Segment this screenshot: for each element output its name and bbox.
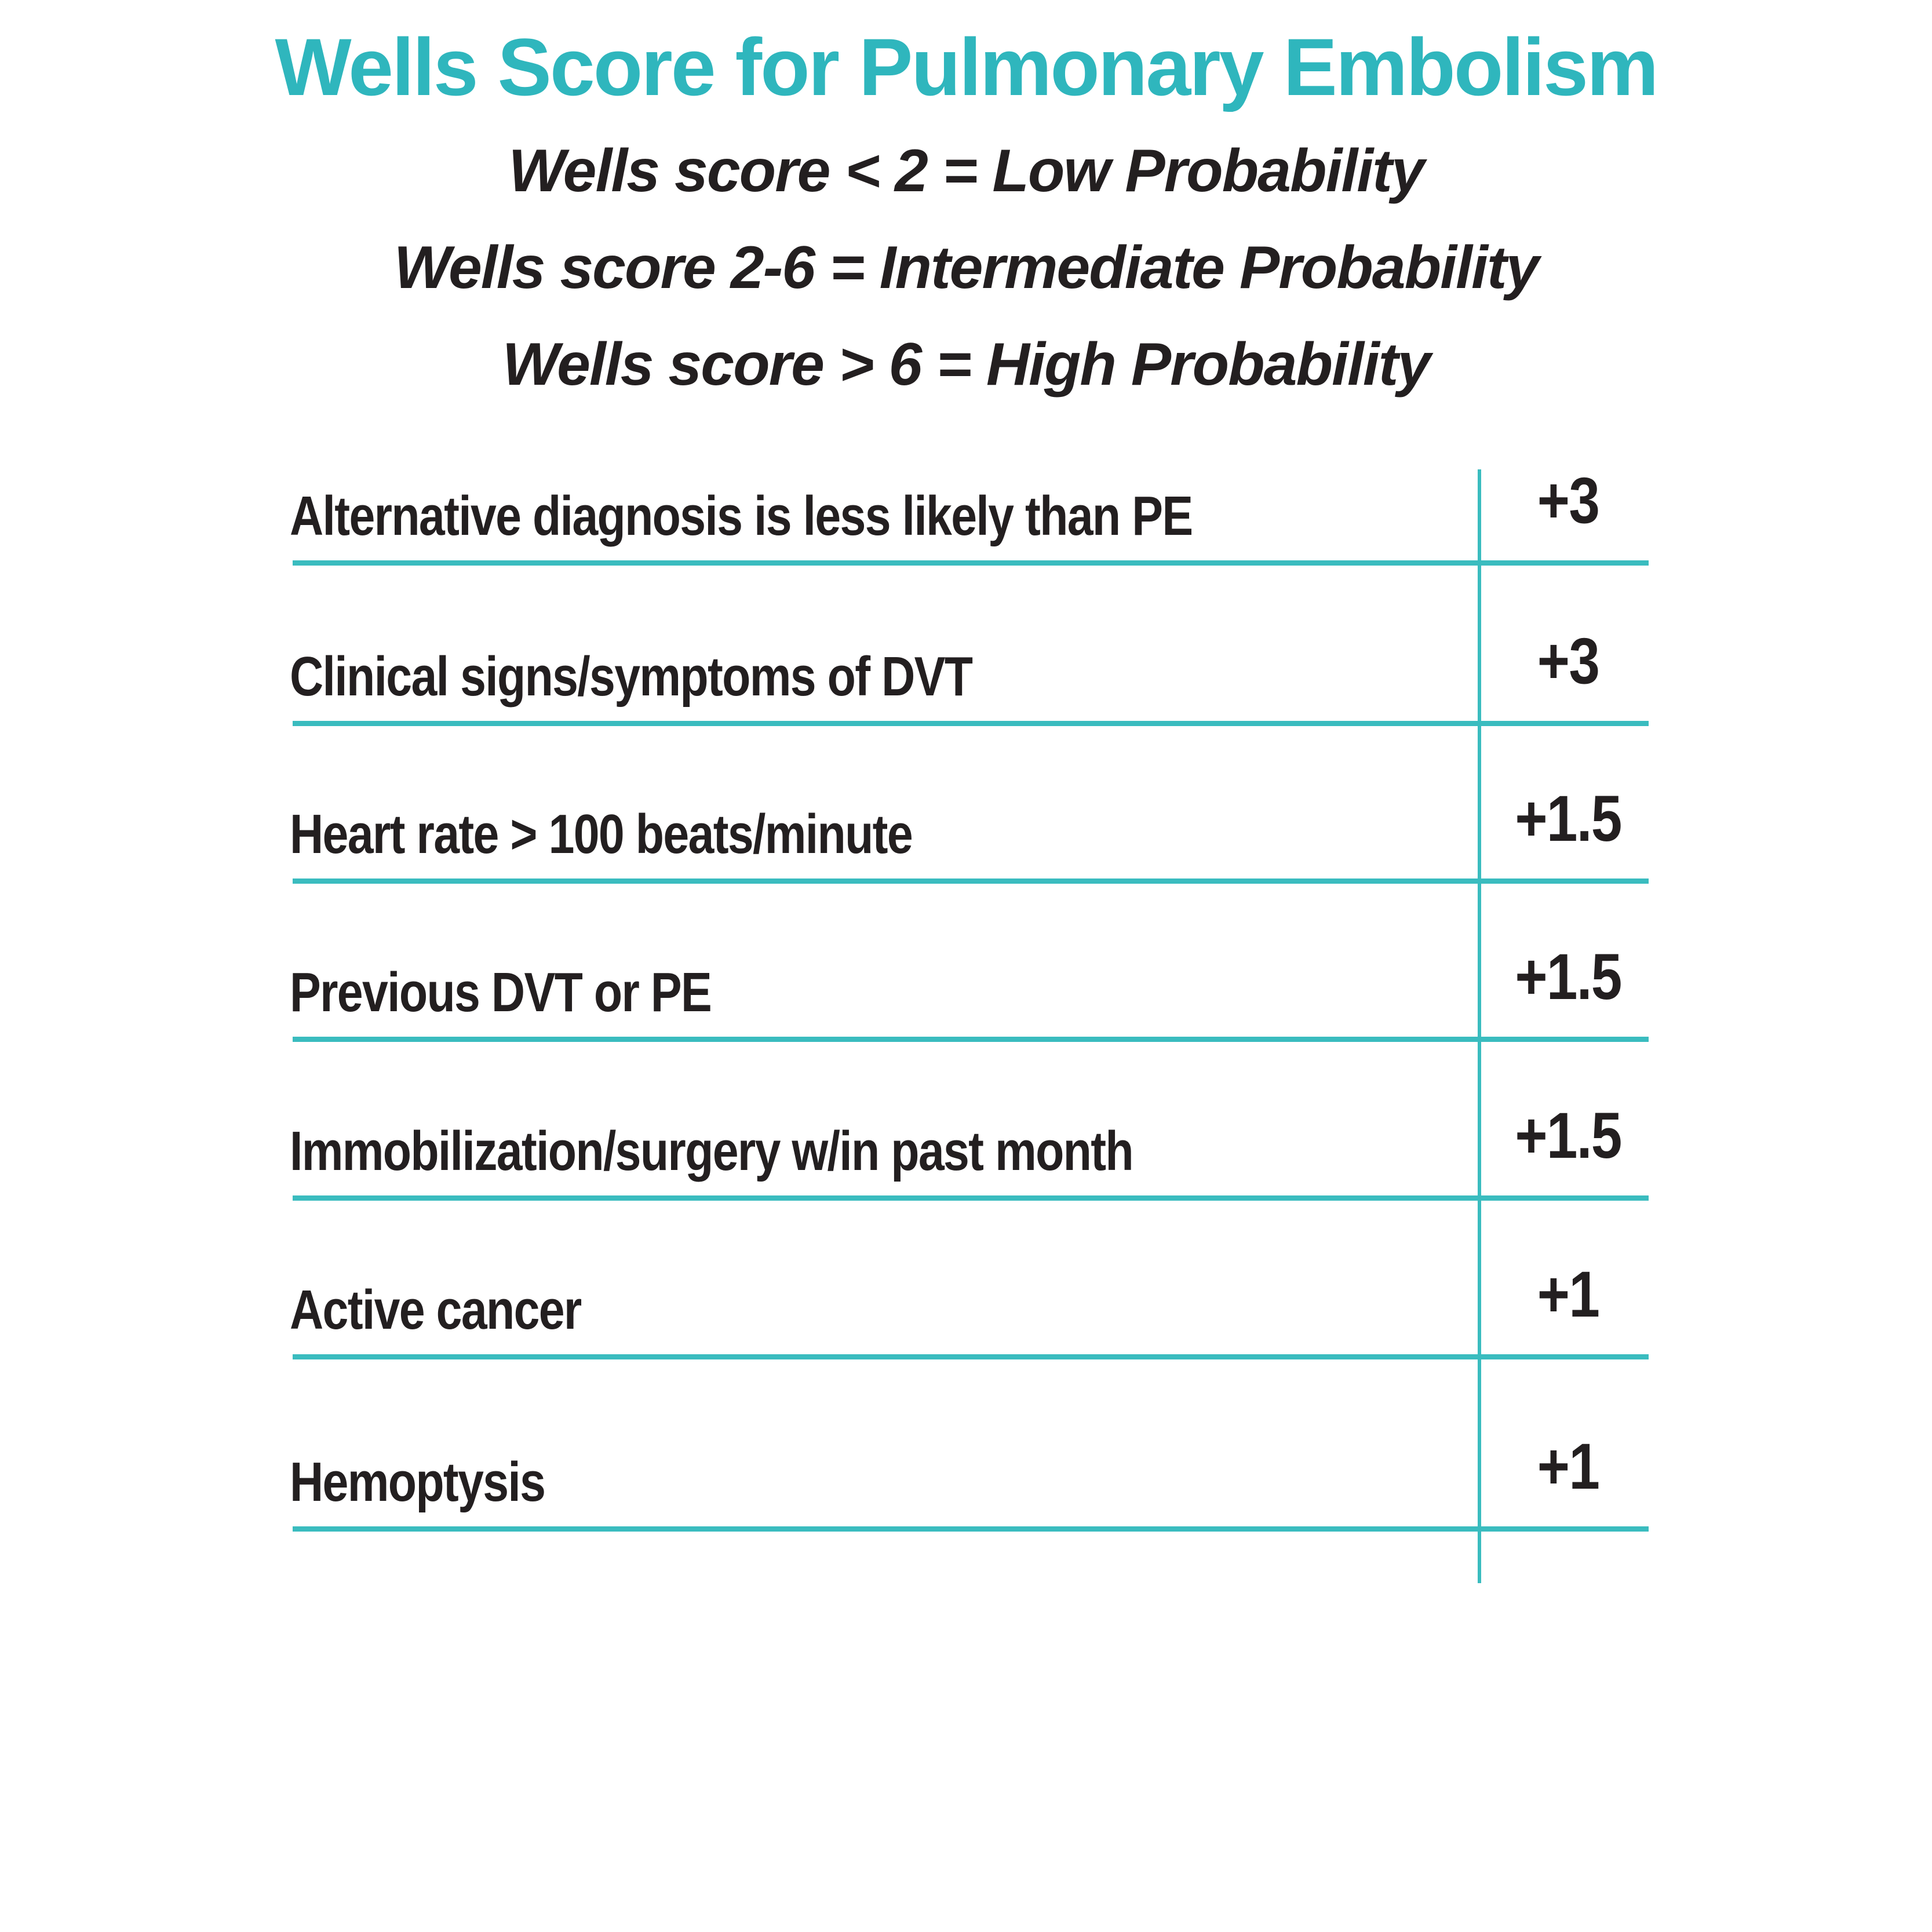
points-value: +1.5	[1515, 782, 1621, 855]
criterion-label: Active cancer	[290, 1279, 581, 1341]
table-row	[0, 1381, 1932, 1532]
points-value: +3	[1537, 464, 1599, 537]
row-divider	[293, 1195, 1649, 1201]
row-divider	[293, 1354, 1649, 1359]
points-value: +1.5	[1515, 1099, 1621, 1172]
criterion-label: Immobilization/surgery w/in past month	[290, 1120, 1133, 1182]
points-value: +3	[1537, 625, 1599, 697]
table-row	[0, 1050, 1932, 1201]
legend-line-low: Wells score < 2 = Low Probability	[508, 137, 1424, 205]
criterion-label: Heart rate > 100 beats/minute	[290, 803, 913, 865]
row-divider	[293, 1526, 1649, 1532]
criterion-label: Previous DVT or PE	[290, 961, 712, 1023]
points-value: +1	[1537, 1258, 1599, 1330]
row-divider	[293, 721, 1649, 726]
points-value: +1	[1537, 1430, 1599, 1503]
criterion-label: Clinical signs/symptoms of DVT	[290, 646, 972, 708]
criterion-label: Alternative diagnosis is less likely than PE	[290, 485, 1193, 547]
criterion-label: Hemoptysis	[290, 1451, 545, 1513]
legend-line-intermediate: Wells score 2-6 = Intermediate Probability	[393, 234, 1539, 301]
table-row	[0, 575, 1932, 726]
page-title: Wells Score for Pulmonary Embolism	[275, 21, 1657, 112]
table-row	[0, 733, 1932, 884]
table-row	[0, 415, 1932, 566]
table-row	[0, 1209, 1932, 1359]
table-row	[0, 891, 1932, 1042]
row-divider	[293, 878, 1649, 884]
points-value: +1.5	[1515, 941, 1621, 1013]
legend-line-high: Wells score > 6 = High Probability	[502, 331, 1430, 398]
row-divider	[293, 560, 1649, 566]
row-divider	[293, 1037, 1649, 1042]
